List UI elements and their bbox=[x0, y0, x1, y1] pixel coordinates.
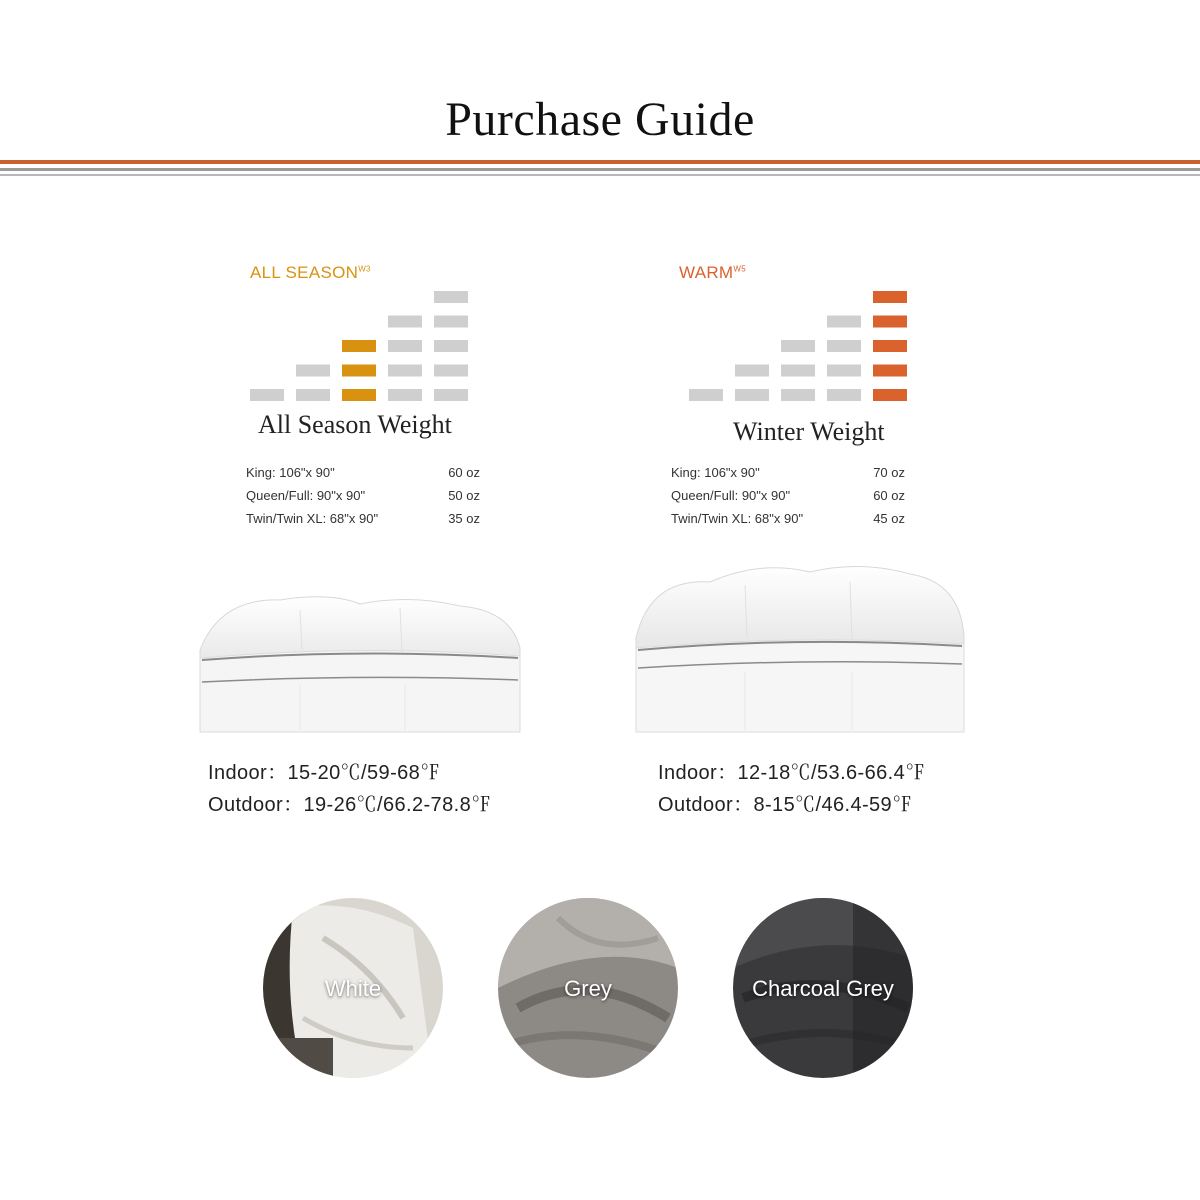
meter-block bbox=[735, 365, 769, 377]
header-grey-rule-2 bbox=[0, 174, 1200, 176]
size-row: Queen/Full: 90"x 90" 60 oz bbox=[671, 488, 905, 503]
swatch-label-charcoal-grey: Charcoal Grey bbox=[752, 976, 894, 1001]
size-row: King: 106"x 90" 60 oz bbox=[246, 465, 480, 480]
warm-comforter-image bbox=[630, 560, 970, 740]
meter-block bbox=[388, 365, 422, 377]
size-row: Twin/Twin XL: 68"x 90" 35 oz bbox=[246, 511, 480, 526]
color-swatch-white[interactable] bbox=[263, 898, 443, 1078]
warm-weight-title: Winter Weight bbox=[733, 417, 885, 446]
size-row: Queen/Full: 90"x 90" 50 oz bbox=[246, 488, 480, 503]
meter-block bbox=[827, 389, 861, 401]
meter-block bbox=[296, 365, 330, 377]
warm-size-table bbox=[671, 465, 921, 534]
all-season-size-table bbox=[246, 465, 496, 534]
meter-block bbox=[342, 389, 376, 401]
all-season-warmth-meter bbox=[250, 291, 480, 401]
meter-block bbox=[827, 340, 861, 352]
header-grey-rule bbox=[0, 168, 1200, 171]
color-swatch-grey[interactable] bbox=[498, 898, 678, 1078]
meter-block bbox=[388, 340, 422, 352]
meter-block bbox=[781, 340, 815, 352]
meter-block bbox=[873, 316, 907, 328]
warm-indoor-temp: Indoor：12-18℃/53.6-66.4℉ bbox=[658, 762, 926, 784]
meter-block bbox=[434, 365, 468, 377]
meter-block bbox=[873, 365, 907, 377]
meter-block bbox=[342, 340, 376, 352]
meter-block bbox=[689, 389, 723, 401]
meter-block bbox=[781, 365, 815, 377]
meter-block bbox=[342, 365, 376, 377]
swatch-label-grey: Grey bbox=[564, 976, 612, 1001]
all-season-weight-title: All Season Weight bbox=[258, 410, 452, 439]
meter-block bbox=[434, 291, 468, 303]
meter-block bbox=[873, 389, 907, 401]
all-season-level-label: ALL $SEASON^{W3}$ bbox=[250, 263, 371, 282]
meter-block bbox=[827, 316, 861, 328]
warm-outdoor-temp: Outdoor：8-15℃/46.4-59℉ bbox=[658, 794, 913, 816]
size-row: King: 106"x 90" 70 oz bbox=[671, 465, 905, 480]
meter-block bbox=[873, 291, 907, 303]
swatch-label-white: White bbox=[324, 976, 382, 1001]
meter-block bbox=[296, 389, 330, 401]
meter-block bbox=[388, 389, 422, 401]
meter-block bbox=[735, 389, 769, 401]
all-season-outdoor-temp: Outdoor：19-26℃/66.2-78.8℉ bbox=[208, 794, 492, 816]
all-season-indoor-temp: Indoor：15-20℃/59-68℉ bbox=[208, 762, 441, 784]
warm-level-label: $WARM^{W5}$ bbox=[679, 263, 747, 282]
all-season-comforter-image bbox=[190, 590, 530, 740]
meter-block bbox=[434, 389, 468, 401]
size-row: Twin/Twin XL: 68"x 90" 45 oz bbox=[671, 511, 905, 526]
meter-block bbox=[873, 340, 907, 352]
color-swatch-charcoal-grey[interactable] bbox=[733, 898, 913, 1078]
meter-block bbox=[250, 389, 284, 401]
meter-block bbox=[434, 340, 468, 352]
meter-block bbox=[388, 316, 422, 328]
meter-block bbox=[827, 365, 861, 377]
page-title: Purchase Guide bbox=[445, 93, 755, 146]
header-orange-rule bbox=[0, 160, 1200, 164]
meter-block bbox=[781, 389, 815, 401]
warm-warmth-meter bbox=[689, 291, 919, 401]
meter-block bbox=[434, 316, 468, 328]
